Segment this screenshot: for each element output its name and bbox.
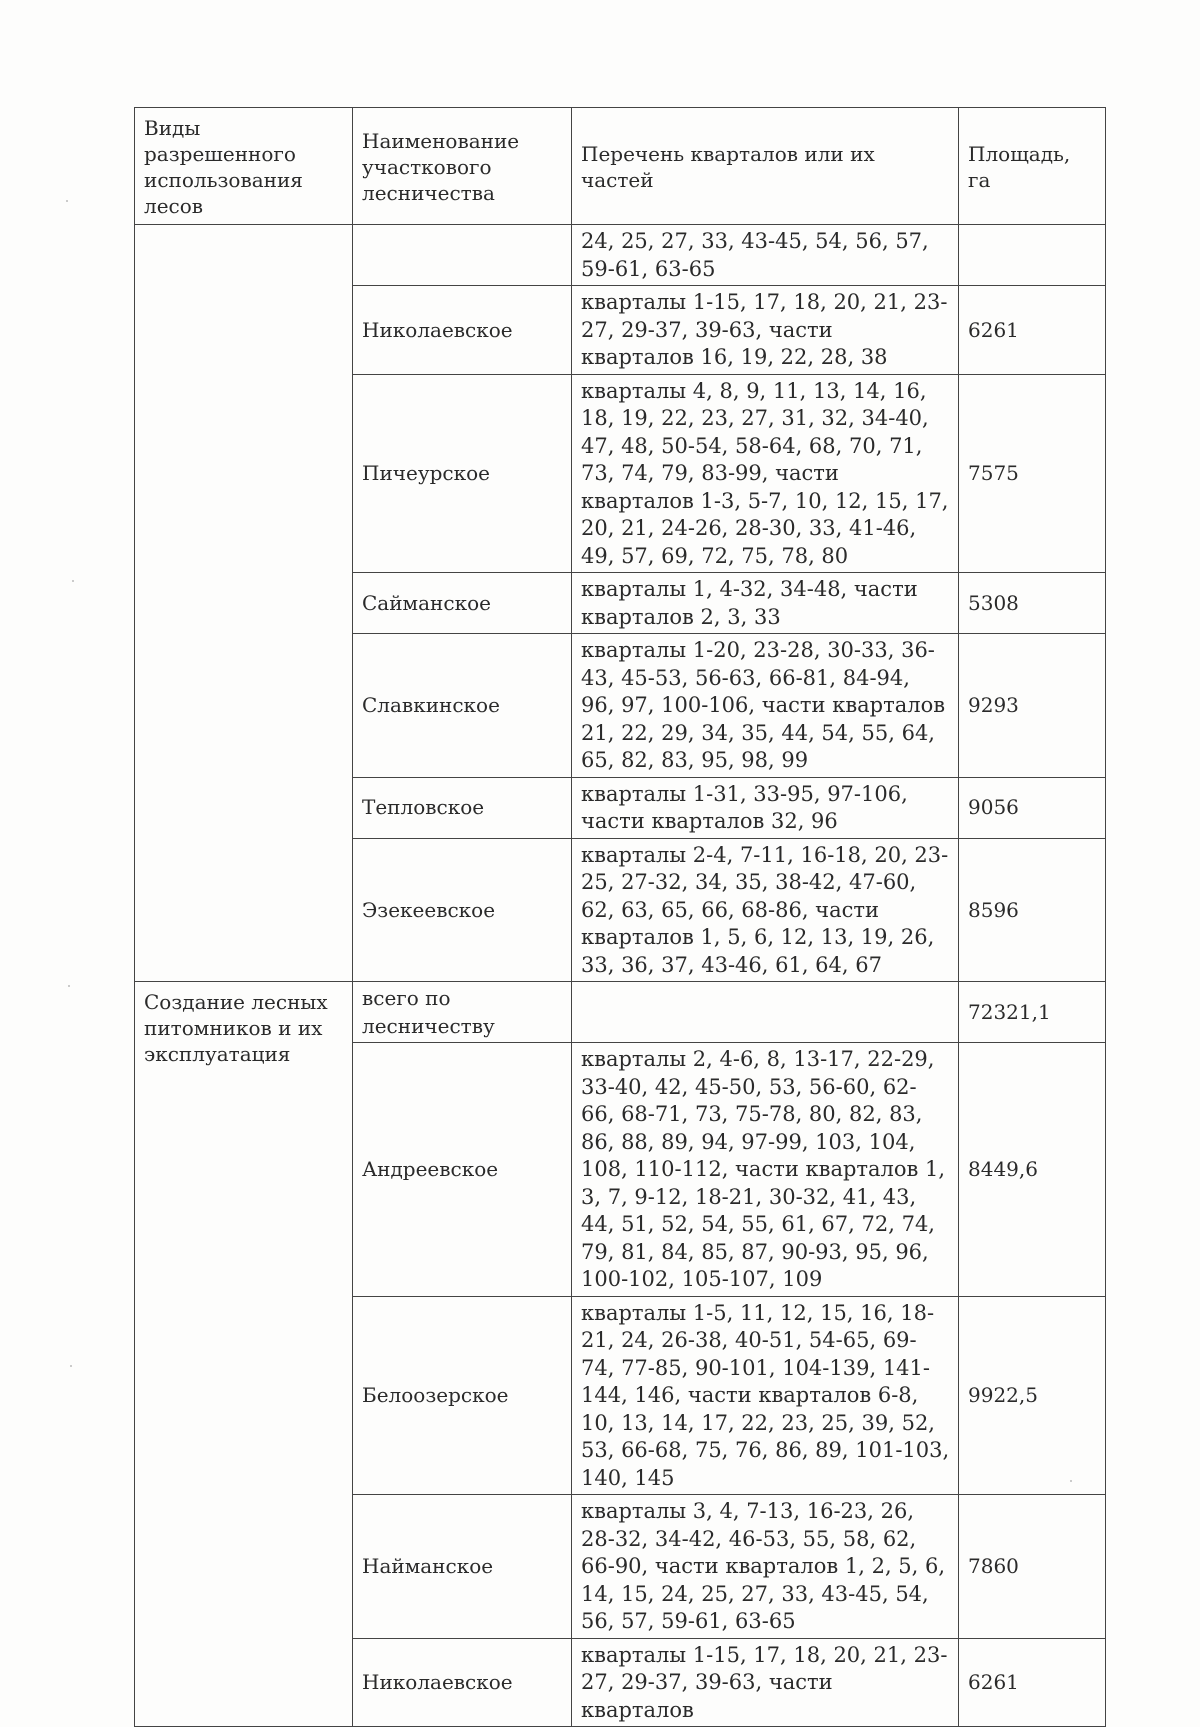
area-cell: 6261 [959, 1638, 1106, 1727]
forestry-name-cell: Сайманское [353, 573, 572, 634]
area-cell: 9056 [959, 777, 1106, 838]
area-cell: 72321,1 [959, 982, 1106, 1043]
area-cell: 7860 [959, 1495, 1106, 1639]
forestry-name-cell: Эзекеевское [353, 838, 572, 982]
table-row [135, 982, 1106, 1043]
area-cell: 9922,5 [959, 1296, 1106, 1495]
quarters-list-cell: кварталы 1-5, 11, 12, 15, 16, 18-21, 24, 26-38, 40-51, 54-65, 69-74, 77-85, 90-101, 104-139, 141-144, 146, части кварталов 6-8, 10, 13, 14, 17, 22, 23, 25, 39, 52, 53, 66-68, 75, 76, 86, 89, 101-103, 140, 145 [572, 1296, 959, 1495]
area-cell: 9293 [959, 634, 1106, 778]
area-cell: 7575 [959, 374, 1106, 573]
quarters-list-cell: кварталы 2, 4-6, 8, 13-17, 22-29, 33-40, 42, 45-50, 53, 56-60, 62-66, 68-71, 73, 75-78, 80, 82, 83, 86, 88, 89, 94, 97-99, 103, 104, 108, 110-112, части кварталов 1, 3, 7, 9-12, 18-21, 30-32, 41, 43, 44, 51, 52, 54, 55, 61, 67, 72, 74, 79, 81, 84, 85, 87, 90-93, 95, 96, 100-102, 105-107, 109 [572, 1043, 959, 1297]
forestry-name-cell: Тепловское [353, 777, 572, 838]
quarters-list-cell: кварталы 1-20, 23-28, 30-33, 36-43, 45-53, 56-63, 66-81, 84-94, 96, 97, 100-106, части кварталов 21, 22, 29, 34, 35, 44, 54, 55, 64, 65, 82, 83, 95, 98, 99 [572, 634, 959, 778]
quarters-list-cell: 24, 25, 27, 33, 43-45, 54, 56, 57, 59-61, 63-65 [572, 225, 959, 286]
quarters-list-cell: кварталы 1-15, 17, 18, 20, 21, 23-27, 29-37, 39-63, части кварталов 16, 19, 22, 28, 38 [572, 286, 959, 375]
scan-speck [66, 200, 68, 202]
use-type-cell [135, 225, 353, 982]
forestry-name-cell: всего по лесничеству [353, 982, 572, 1043]
header-area: Площадь, га [959, 108, 1106, 225]
forest-use-table [134, 107, 1106, 1727]
header-use-type: Виды разрешенного использования лесов [135, 108, 353, 225]
forestry-name-cell [353, 225, 572, 286]
quarters-list-cell: кварталы 1, 4-32, 34-48, части кварталов 2, 3, 33 [572, 573, 959, 634]
forestry-name-cell: Николаевское [353, 1638, 572, 1727]
forestry-name-cell: Найманское [353, 1495, 572, 1639]
quarters-list-cell: кварталы 2-4, 7-11, 16-18, 20, 23-25, 27-32, 34, 35, 38-42, 47-60, 62, 63, 65, 66, 68-86, части кварталов 1, 5, 6, 12, 13, 19, 26, 33, 36, 37, 43-46, 61, 64, 67 [572, 838, 959, 982]
scan-speck [70, 1365, 72, 1367]
area-cell [959, 225, 1106, 286]
area-cell: 5308 [959, 573, 1106, 634]
area-cell: 8596 [959, 838, 1106, 982]
quarters-list-cell: кварталы 4, 8, 9, 11, 13, 14, 16, 18, 19, 22, 23, 27, 31, 32, 34-40, 47, 48, 50-54, 58-64, 68, 70, 71, 73, 74, 79, 83-99, части кварталов 1-3, 5-7, 10, 12, 15, 17, 20, 21, 24-26, 28-30, 33, 41-46, 49, 57, 69, 72, 75, 78, 80 [572, 374, 959, 573]
area-cell: 6261 [959, 286, 1106, 375]
quarters-list-cell: кварталы 1-15, 17, 18, 20, 21, 23-27, 29-37, 39-63, части кварталов [572, 1638, 959, 1727]
forestry-name-cell: Пичеурское [353, 374, 572, 573]
table-header-row [135, 108, 1106, 225]
forestry-name-cell: Николаевское [353, 286, 572, 375]
forestry-name-cell: Славкинское [353, 634, 572, 778]
quarters-list-cell: кварталы 1-31, 33-95, 97-106, части кварталов 32, 96 [572, 777, 959, 838]
header-quarters-list: Перечень кварталов или их частей [572, 108, 959, 225]
table-row [135, 225, 1106, 286]
forestry-name-cell: Андреевское [353, 1043, 572, 1297]
scan-speck [72, 580, 74, 582]
area-cell: 8449,6 [959, 1043, 1106, 1297]
use-type-cell: Создание лесных питомников и их эксплуатация [135, 982, 353, 1727]
header-forestry-name: Наименование участкового лесничества [353, 108, 572, 225]
forestry-name-cell: Белоозерское [353, 1296, 572, 1495]
scan-speck [68, 985, 70, 987]
quarters-list-cell [572, 982, 959, 1043]
quarters-list-cell: кварталы 3, 4, 7-13, 16-23, 26, 28-32, 34-42, 46-53, 55, 58, 62, 66-90, части кварталов 1, 2, 5, 6, 14, 15, 24, 25, 27, 33, 43-45, 54, 56, 57, 59-61, 63-65 [572, 1495, 959, 1639]
